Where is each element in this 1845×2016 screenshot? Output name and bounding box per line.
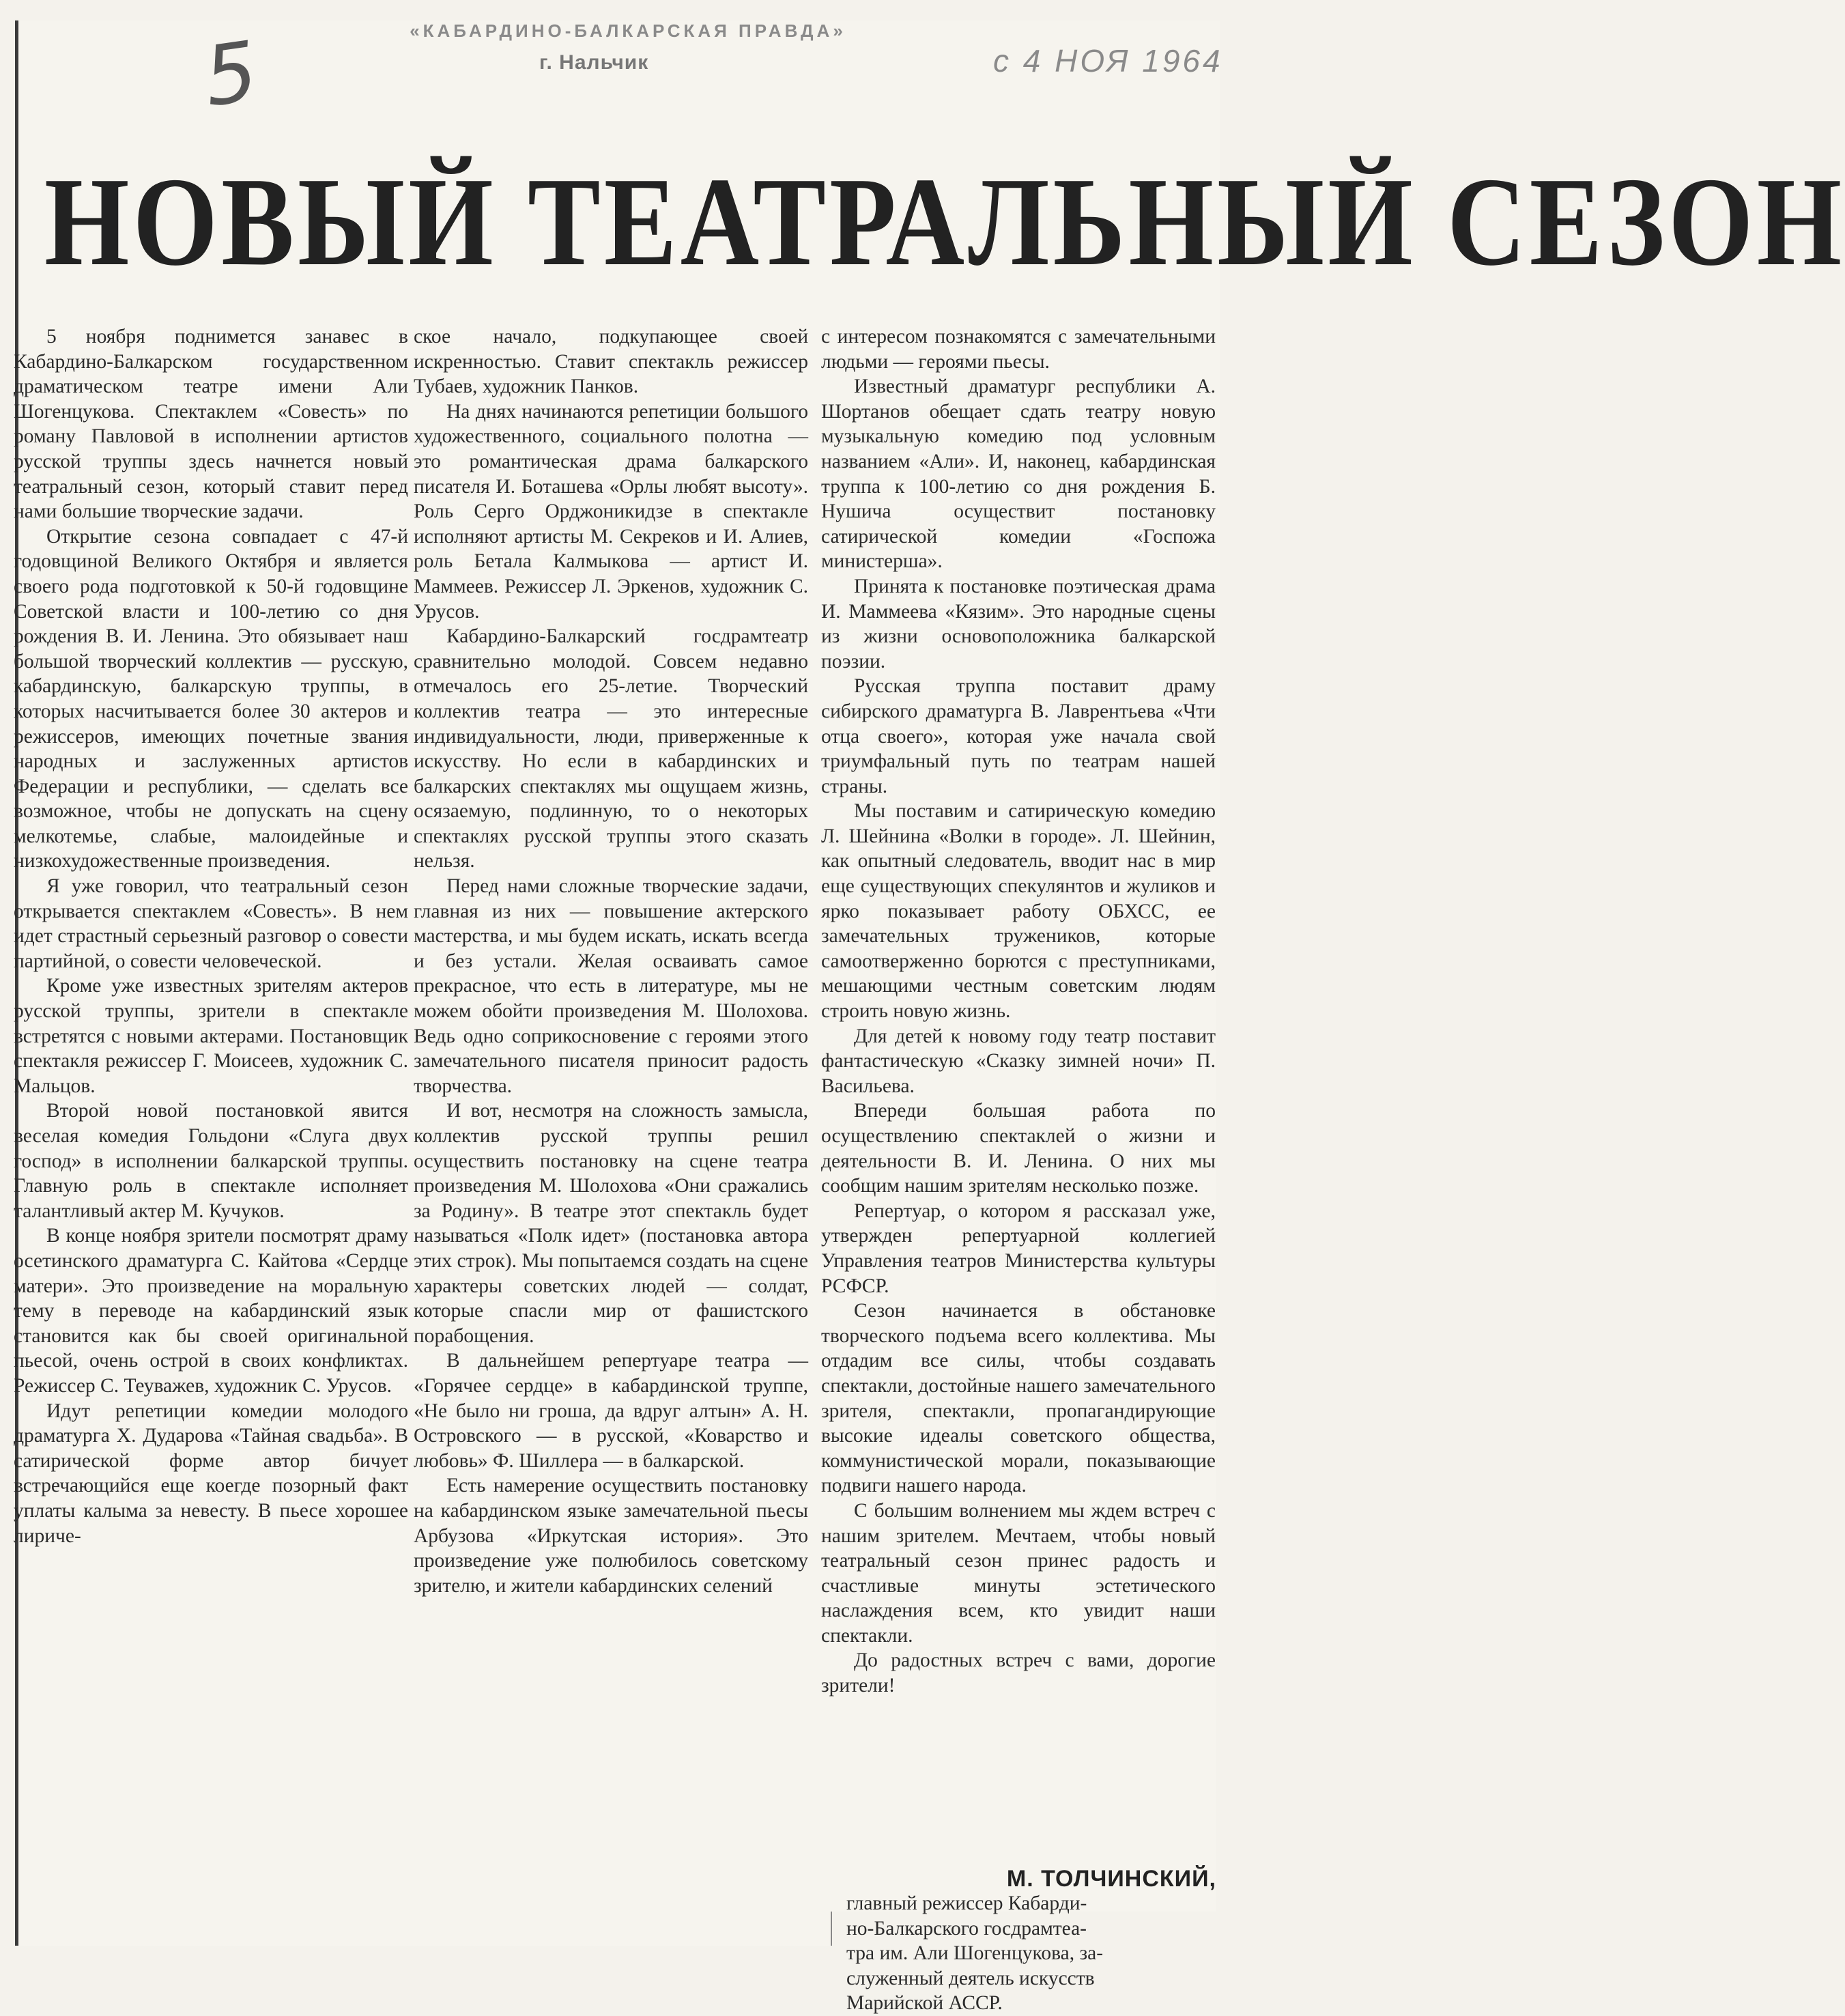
paragraph: Кабардино-Балкарский госдрамтеатр сравнительно молодой. Совсем недавно отмечалось его 25-летие. Творческий коллектив театра — это интересные индивидуальности, люди, приверженные к искусству. Но если в кабардинских и балкарских спектаклях мы ощущаем жизнь, осязаемую, подлинную, то о некоторых спектаклях русской труппы этого сказать нельзя. bbox=[414, 625, 808, 872]
paragraph: Открытие сезона совпадает с 47-й годовщиной Великого Октября и является своего рода подготовкой к 50-й годовщине Советской власти и 100-летию со дня рождения В. И. Ленина. Это обязывает наш большой творческий коллектив — русскую, кабардинскую, балкарскую труппы, в которых насчитывается более 30 актеров и режиссеров, имеющих почетные звания народных и заслуженных артистов Федерации и республики, — сделать все возможное, чтобы не допускать на сцену мелкотемье, слабые, малоидейные и низкохудожественные произведения. bbox=[14, 525, 408, 872]
paragraph: 5 ноября поднимется занавес в Кабардино-Балкарском государственном драматическом театре имени Али Шогенцукова. Спектаклем «Совесть» по роману Павловой в исполнении артистов русской труппы здесь начнется новый театральный сезон, который ставит перед нами большие творческие задачи. bbox=[14, 326, 408, 523]
paragraph: ское начало, подкупающее своей искренностью. Ставит спектакль режиссер Тубаев, художник Панков. bbox=[414, 326, 808, 398]
paragraph: Репертуар, о котором я рассказал уже, утвержден репертуарной коллегией Управления театров Министерства культуры РСФСР. bbox=[821, 1199, 1216, 1297]
date-stamp: с 4 НОЯ 1964 bbox=[993, 43, 1223, 79]
paragraph: В конце ноября зрители посмотрят драму осетинского драматурга С. Кайтова «Сердце матери». Это произведение на моральную тему в переводе на кабардинский язык становится как бы своей оригинальной пьесой, очень острой в своих конфликтах. Режиссер С. Теуважев, художник С. Урусов. bbox=[14, 1225, 408, 1397]
paragraph: До радостных встреч с вами, дорогие зрители! bbox=[821, 1649, 1216, 1697]
paragraph: Я уже говорил, что театральный сезон открывается спектаклем «Совесть». В нем идет страстный серьезный разговор о совести партийной, о совести человеческой. bbox=[14, 875, 408, 972]
paragraph: Принята к постановке поэтическая драма И. Маммеева «Кязим». Это народные сцены из жизни основоположника балкарской поэзии. bbox=[821, 575, 1216, 672]
author-title-line: Марийской АССР. bbox=[846, 1992, 1003, 2015]
author-title-line: но-Балкарского госдрамтеа- bbox=[846, 1917, 1087, 1940]
newspaper-city: г. Нальчик bbox=[539, 51, 649, 74]
paragraph: И вот, несмотря на сложность замысла, коллектив русской труппы решил осуществить постановку на сцене театра произведения М. Шолохова «Они сражались за Родину». В театре этот спектакль будет называться «Полк идет» (постановка автора этих строк). Мы попытаемся создать на сцене характеры советских людей — солдат, которые спасли мир от фашистского порабощения. bbox=[414, 1100, 808, 1347]
paragraph: С большим волнением мы ждем встреч с нашим зрителем. Мечтаем, чтобы новый театральный сезон принес радость и счастливые минуты эстетического наслаждения всем, кто увидит наши спектакли. bbox=[821, 1499, 1216, 1647]
author-title-line: тра им. Али Шогенцукова, за- bbox=[846, 1942, 1104, 1965]
paragraph: Известный драматург республики А. Шортанов обещает сдать театру новую музыкальную комедию под условным названием «Али». И, наконец, кабардинская труппа к 100-летию со дня рождения Б. Нушича осуществит постановку сатирической комедии «Госпожа министерша». bbox=[821, 375, 1216, 573]
paragraph: Русская труппа поставит драму сибирского драматурга В. Лаврентьева «Чти отца своего», которая уже начала свой триумфальный путь по театрам нашей страны. bbox=[821, 675, 1216, 797]
newspaper-masthead: «КАБАРДИНО-БАЛКАРСКАЯ ПРАВДА» bbox=[410, 20, 846, 41]
paragraph: Есть намерение осуществить постановку на кабардинском языке замечательной пьесы Арбузова «Иркутская история». Это произведение уже полюбилось советскому зрителю, и жители кабардинских селений bbox=[414, 1475, 808, 1597]
paragraph: Сезон начинается в обстановке творческого подъема всего коллектива. Мы отдадим все силы, чтобы создавать спектакли, достойные нашего замечательного зрителя, спектакли, пропагандирующие высокие идеалы советского общества, коммунистической морали, показывающие подвиги нашего народа. bbox=[821, 1300, 1216, 1497]
paragraph: Второй новой постановкой явится веселая комедия Гольдони «Слуга двух господ» в исполнении балкарской труппы. Главную роль в спектакле исполняет талантливый актер М. Кучуков. bbox=[14, 1100, 408, 1222]
article-column-2 bbox=[414, 324, 808, 1598]
paragraph: Для детей к новому году театр поставит фантастическую «Сказку зимней ночи» П. Васильева. bbox=[821, 1025, 1216, 1097]
paragraph: На днях начинаются репетиции большого художественного, социального полотна — это романтическая драма балкарского писателя И. Боташева «Орлы любят высоту». Роль Серго Орджоникидзе в спектакле исполняют артисты М. Секреков и И. Алиев, роль Бетала Калмыкова — артист И. Маммеев. Режиссер Л. Эркенов, художник С. Урусов. bbox=[414, 400, 808, 623]
paragraph: Идут репетиции комедии молодого драматурга Х. Дударова «Тайная свадьба». В сатирической форме автор бичует встречающийся еще коегде позорный факт уплаты калыма за невесту. В пьесе хорошее лириче- bbox=[14, 1400, 408, 1547]
article-column-1 bbox=[14, 324, 408, 1548]
paragraph: Мы поставим и сатирическую комедию Л. Шейнина «Волки в городе». Л. Шейнин, как опытный следователь, вводит нас в мир еще существующих спекулянтов и жуликов и ярко показывает работу ОБХСС, ее замечательных тружеников, которые самоотверженно борются с преступниками, мешающими честным советским людям строить новую жизнь. bbox=[821, 800, 1216, 1023]
paragraph: В дальнейшем репертуаре театра — «Горячее сердце» в кабардинской труппе, «Не было ни гроша, да вдруг алтын» А. Н. Островского — в русской, «Коварство и любовь» Ф. Шиллера — в балкарской. bbox=[414, 1350, 808, 1472]
article-headline: НОВЫЙ ТЕАТРАЛЬНЫЙ СЕЗОН bbox=[44, 152, 1845, 292]
author-title-line: служенный деятель искусств bbox=[846, 1967, 1095, 1989]
paragraph: Впереди большая работа по осуществлению спектаклей о жизни и деятельности В. И. Ленина. О них мы сообщим нашим зрителям несколько позже. bbox=[821, 1100, 1216, 1197]
paragraph: Перед нами сложные творческие задачи, главная из них — повышение актерского мастерства, и мы будем искать, искать всегда и без устали. Желая осваивать самое прекрасное, что есть в литературе, мы не можем обойти произведения М. Шолохова. Ведь одно соприкосновение с героями этого замечательного писателя приносит радость творчества. bbox=[414, 875, 808, 1097]
handwritten-number: 5 bbox=[198, 24, 263, 126]
author-title-line: главный режиссер Кабарди- bbox=[846, 1892, 1087, 1914]
author-title bbox=[846, 1891, 1215, 2016]
paragraph: Кроме уже известных зрителям актеров русской труппы, зрители в спектакле встретятся с новыми актерами. Постановщик спектакля режиссер Г. Моисеев, художник С. Мальцов. bbox=[14, 975, 408, 1097]
paragraph: с интересом познакомятся с замечательными людьми — героями пьесы. bbox=[821, 326, 1216, 373]
author-name: М. ТОЛЧИНСКИЙ, bbox=[1006, 1866, 1216, 1892]
article-column-3 bbox=[821, 324, 1216, 1699]
